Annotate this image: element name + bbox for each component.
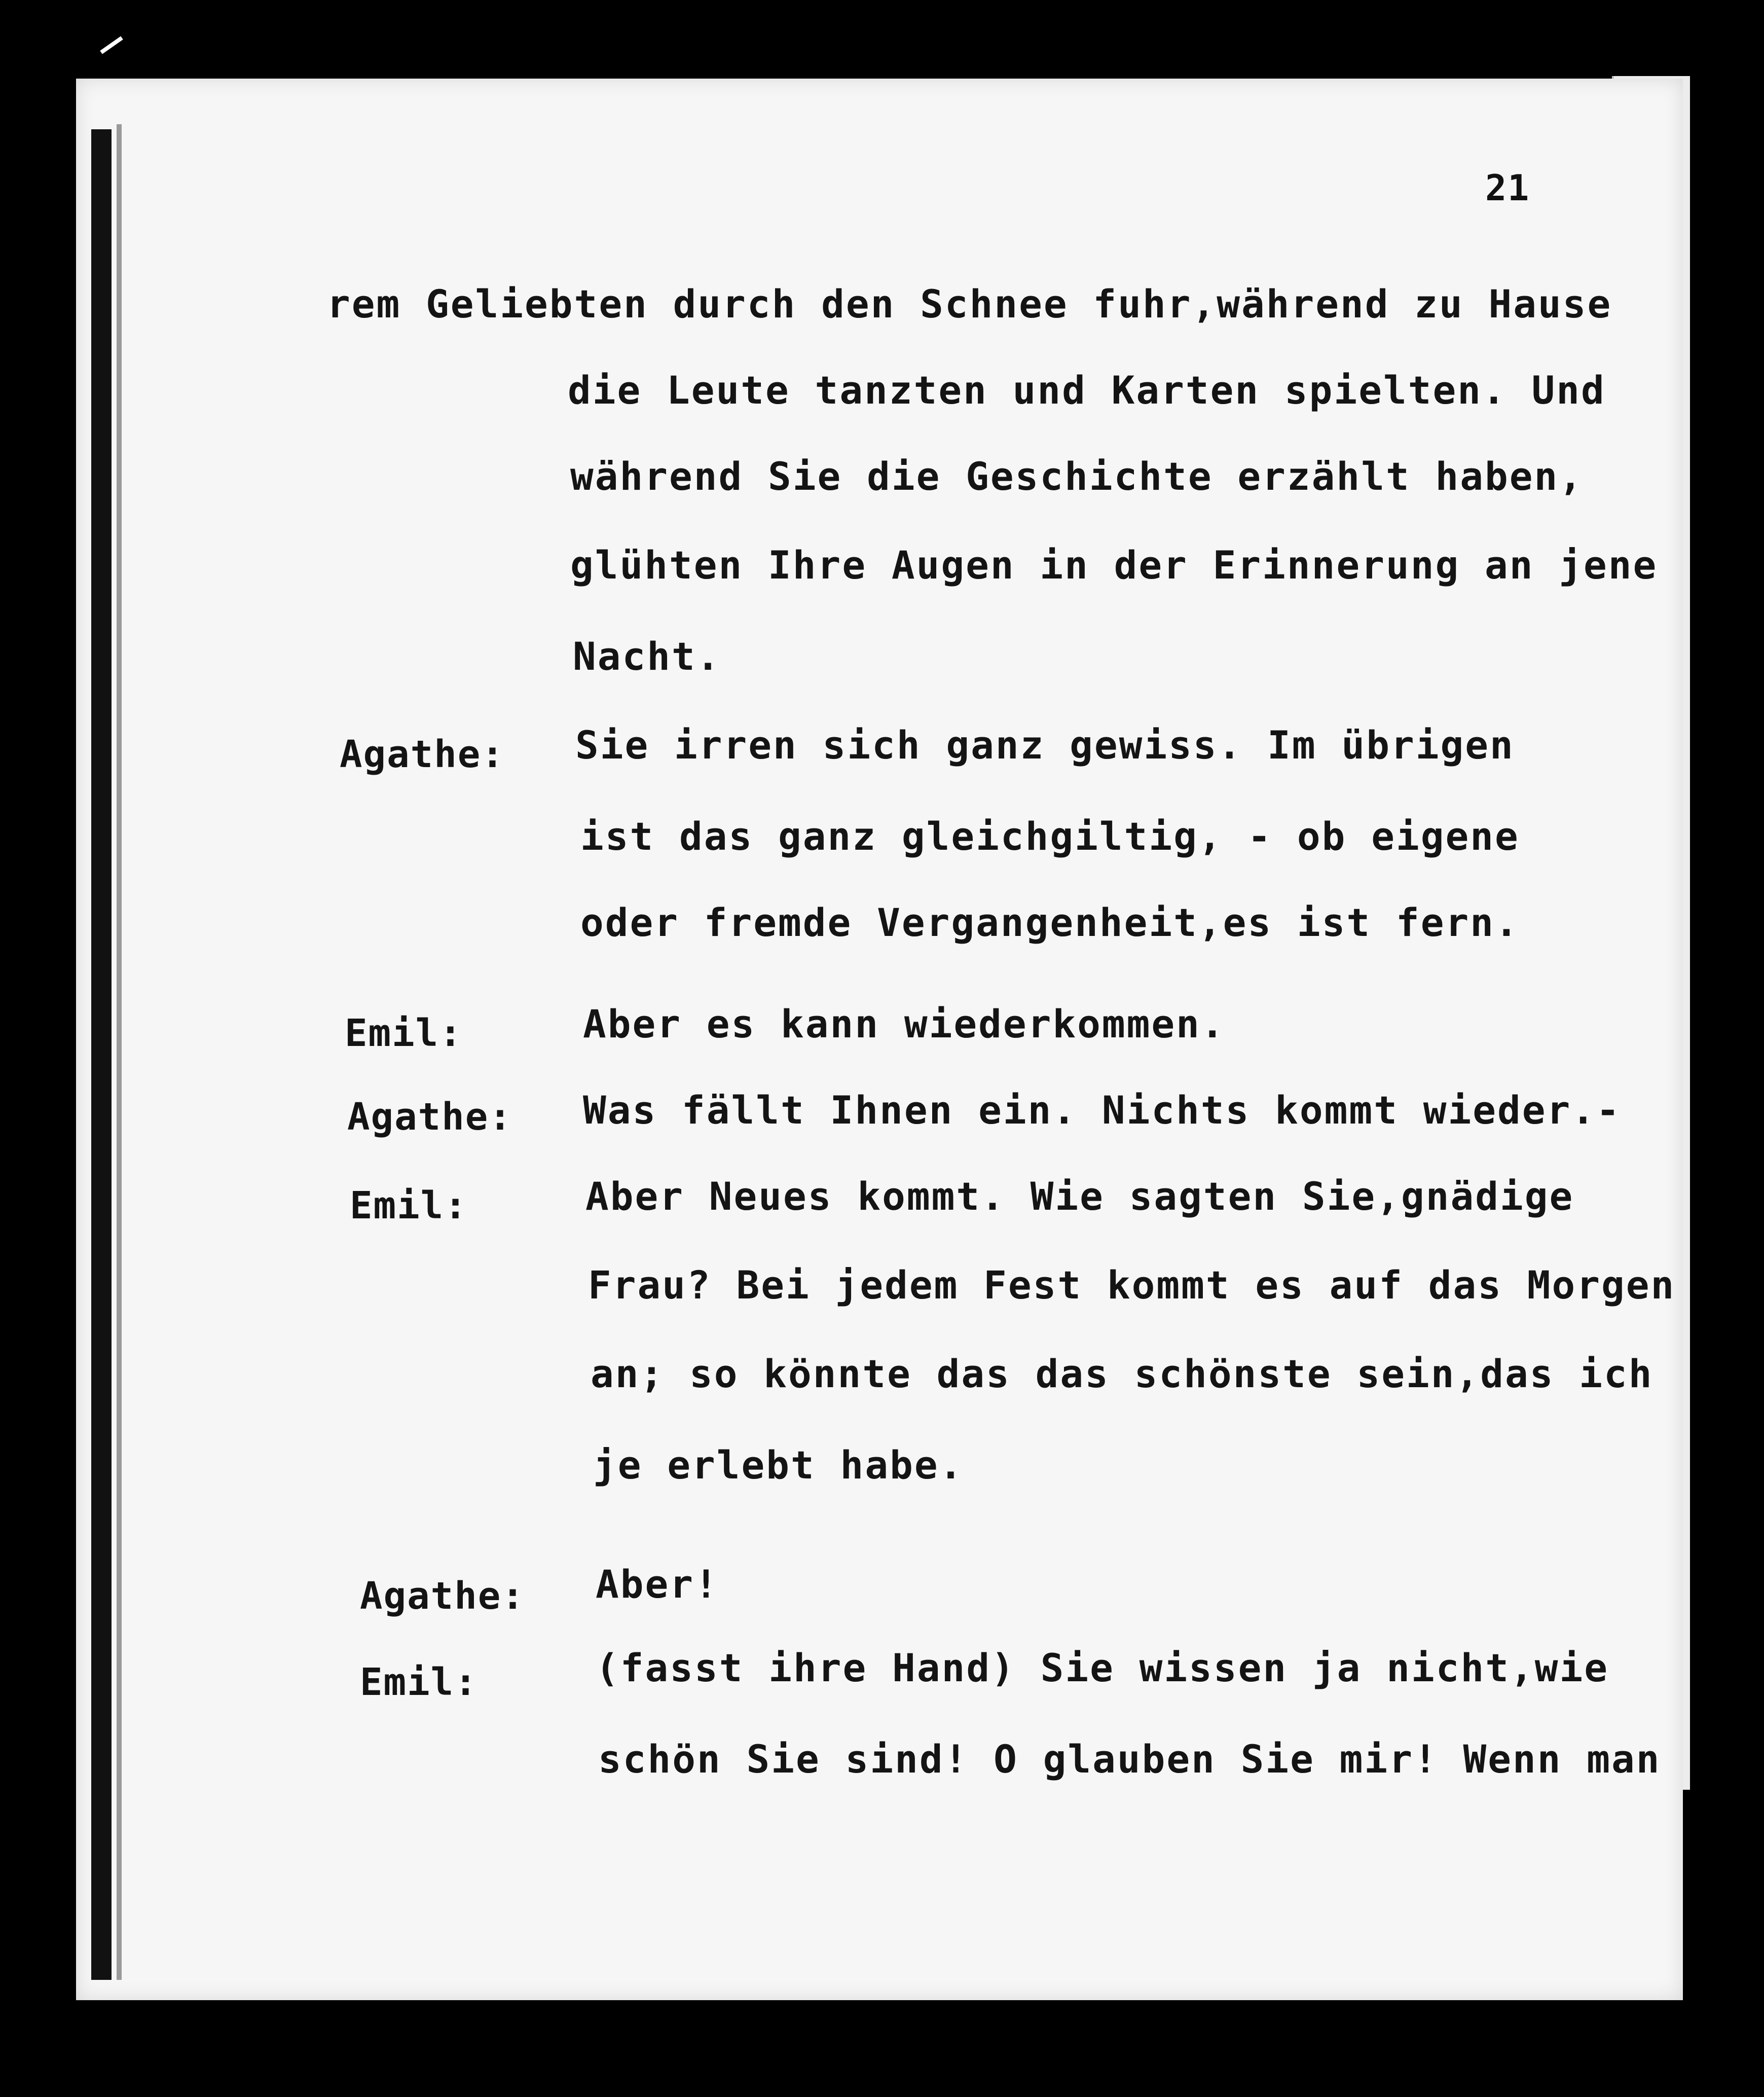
speaker-label: Agathe:	[360, 1574, 525, 1618]
text-line: je erlebt habe.	[593, 1442, 964, 1488]
binding-edge	[117, 124, 122, 1980]
speaker-label: Agathe:	[347, 1095, 512, 1139]
text-line: die Leute tanzten und Karten spielten. Und	[568, 368, 1606, 413]
speaker-label: Emil:	[360, 1660, 478, 1704]
text-line: Aber!	[596, 1562, 719, 1607]
typewritten-page	[76, 79, 1683, 2000]
text-line: Aber es kann wiederkommen.	[583, 1001, 1226, 1046]
text-line: (fasst ihre Hand) Sie wissen ja nicht,wie	[596, 1645, 1609, 1690]
text-line: an; so könnte das das schönste sein,das ich	[591, 1351, 1653, 1396]
text-line: Was fällt Ihnen ein. Nichts kommt wieder.-	[583, 1088, 1621, 1133]
text-line: oder fremde Vergangenheit,es ist fern.	[580, 900, 1520, 945]
speaker-label: Agathe:	[340, 733, 505, 776]
speaker-label: Emil:	[345, 1011, 463, 1055]
text-line: schön Sie sind! O glauben Sie mir! Wenn man	[598, 1737, 1661, 1782]
text-line: Sie irren sich ganz gewiss. Im übrigen	[575, 722, 1515, 768]
text-line: Frau? Bei jedem Fest kommt es auf das Morgen	[588, 1262, 1676, 1308]
text-line: glühten Ihre Augen in der Erinnerung an jene	[570, 543, 1658, 588]
speaker-label: Emil:	[350, 1184, 468, 1227]
text-line: Aber Neues kommt. Wie sagten Sie,gnädige	[585, 1174, 1574, 1219]
text-line: rem Geliebten durch den Schnee fuhr,während zu Hause	[327, 281, 1612, 327]
text-line: Nacht.	[573, 634, 721, 679]
text-line: ist das ganz gleichgiltig, - ob eigene	[580, 814, 1520, 859]
binding-strip	[91, 129, 112, 1980]
text-line: während Sie die Geschichte erzählt haben,	[570, 454, 1584, 499]
page-number: 21	[1485, 167, 1530, 209]
